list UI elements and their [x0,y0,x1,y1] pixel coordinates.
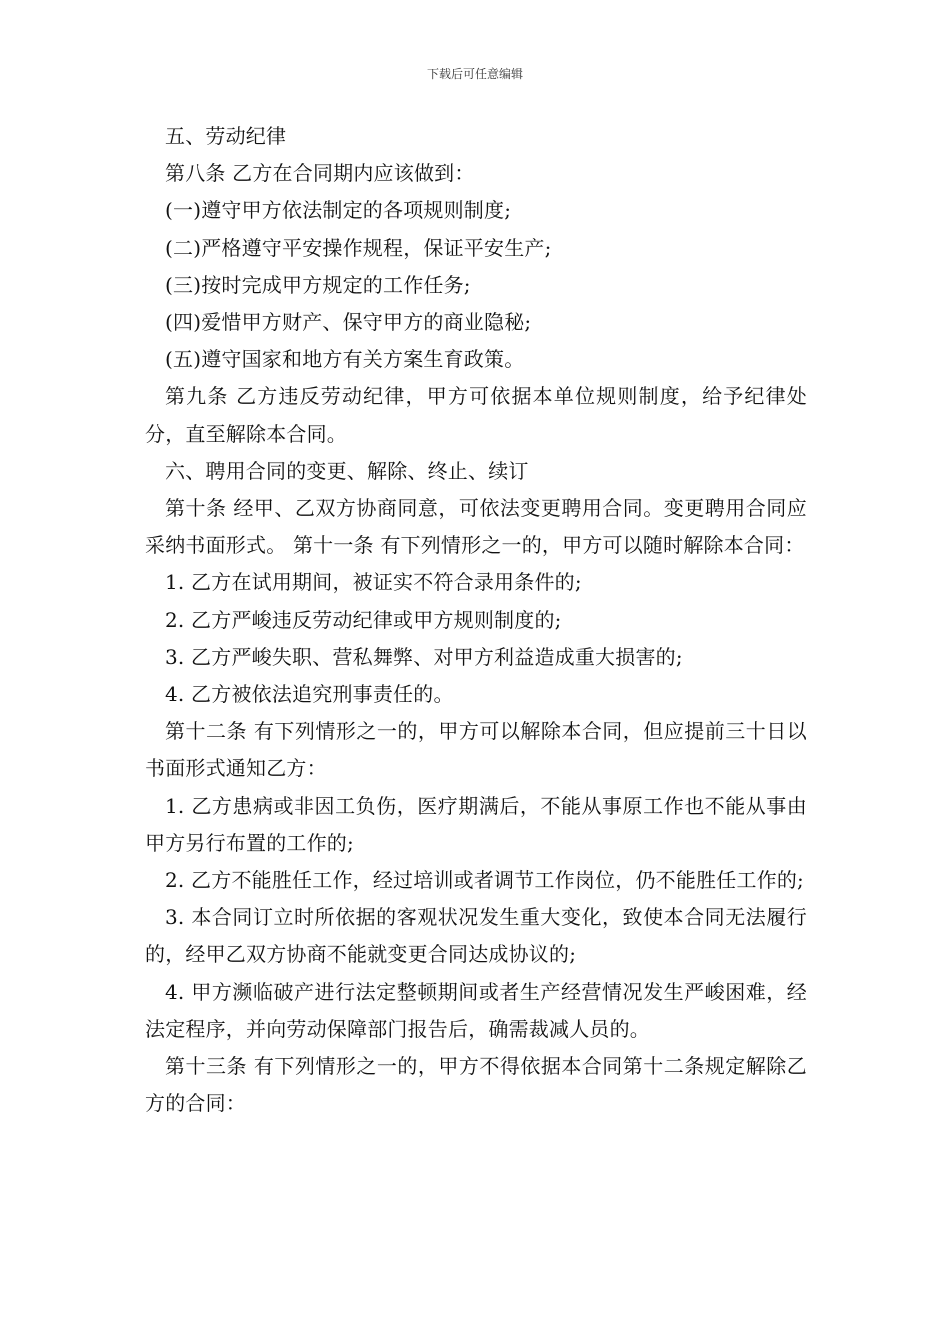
article-11-item-2: 2. 乙方严峻违反劳动纪律或甲方规则制度的; [165,607,562,632]
article-11-item-1: 1. 乙方在试用期间，被证实不符合录用条件的; [165,570,582,595]
section-heading-contract-changes: 六、聘用合同的变更、解除、终止、续订 [165,458,529,483]
page-header: 下载后可任意编辑 [426,67,523,81]
article-12-item-1: 1. 乙方患病或非因工负伤，医疗期满后，不能从事原工作也不能从事由甲方另行布置的工作的; [145,793,807,855]
article-8-item-5: (五)遵守国家和地方有关方案生育政策。 [165,347,525,372]
article-12-item-4: 4. 甲方濒临破产进行法定整顿期间或者生产经营情况发生严峻困难，经法定程序，并向劳动保障部门报告后，确需裁减人员的。 [145,979,807,1041]
article-12-item-3: 3. 本合同订立时所依据的客观状况发生重大变化，致使本合同无法履行的，经甲乙双方协商不能就变更合同达成协议的; [145,905,807,967]
article-10-11: 第十条 经甲、乙双方协商同意，可依法变更聘用合同。变更聘用合同应采纳书面形式。 第十一条 有下列情形之一的，甲方可以随时解除本合同： [145,496,807,558]
article-8-item-3: (三)按时完成甲方规定的工作任务; [165,272,471,297]
article-9: 第九条 乙方违反劳动纪律，甲方可依据本单位规则制度，给予纪律处分，直至解除本合同。 [145,384,807,446]
article-11-item-4: 4. 乙方被依法追究刑事责任的。 [165,682,454,707]
article-8-item-4: (四)爱惜甲方财产、保守甲方的商业隐秘; [165,310,532,335]
document-body [145,118,807,1122]
article-12-item-2: 2. 乙方不能胜任工作，经过培训或者调节工作岗位，仍不能胜任工作的; [165,868,804,893]
article-11-item-3: 3. 乙方严峻失职、营私舞弊、对甲方利益造成重大损害的; [165,644,683,669]
article-13: 第十三条 有下列情形之一的，甲方不得依据本合同第十二条规定解除乙方的合同： [145,1054,807,1116]
section-heading-labor-discipline: 五、劳动纪律 [165,124,287,148]
article-12: 第十二条 有下列情形之一的，甲方可以解除本合同，但应提前三十日以书面形式通知乙方： [145,719,807,781]
article-8: 第八条 乙方在合同期内应该做到： [165,161,475,186]
article-8-item-1: (一)遵守甲方依法制定的各项规则制度; [165,198,512,223]
article-8-item-2: (二)严格遵守平安操作规程，保证平安生产; [165,235,552,260]
